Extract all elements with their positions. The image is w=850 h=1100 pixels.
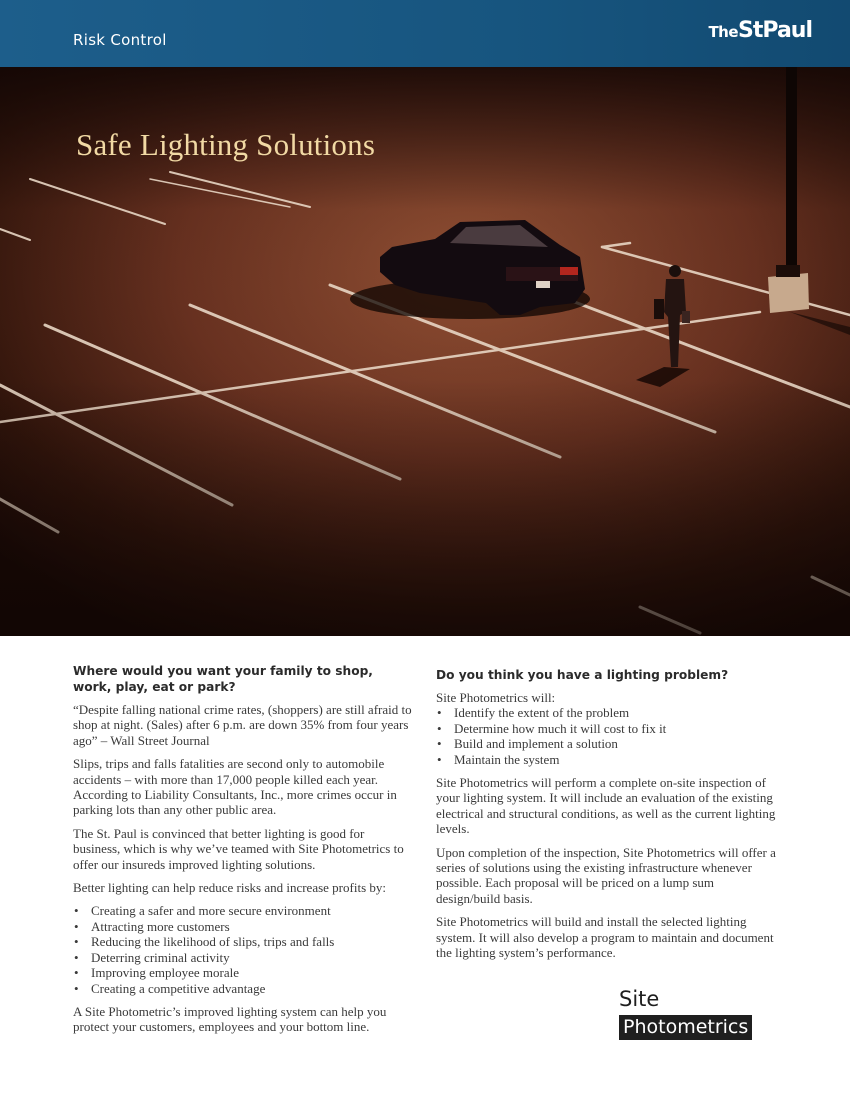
list-item: • Maintain the system bbox=[436, 752, 776, 767]
benefits-list bbox=[73, 903, 413, 995]
quote-paragraph: “Despite falling national crime rates, (shoppers) are still afraid to shop at night. (Sales) after 6 p.m. are down 35% from four years ago” – Wall Street Journal bbox=[73, 702, 412, 748]
list-item: • Determine how much it will cost to fix it bbox=[436, 721, 776, 736]
page-title: Safe Lighting Solutions bbox=[76, 127, 376, 162]
list-item: • Creating a safer and more secure environment bbox=[73, 903, 413, 918]
header-bar bbox=[0, 0, 850, 67]
st-paul-logo bbox=[708, 18, 812, 43]
inspection-paragraph: Site Photometrics will perform a complete on-site inspection of your lighting system. It will include an evaluation of the existing electrical and structural conditions, as well as the current lighting levels. bbox=[436, 775, 776, 837]
list-item: • Attracting more customers bbox=[73, 919, 413, 934]
benefits-intro: Better lighting can help reduce risks and increase profits by: bbox=[73, 880, 386, 896]
list-item: • Creating a competitive advantage bbox=[73, 981, 413, 996]
list-item: • Build and implement a solution bbox=[436, 736, 776, 751]
install-paragraph: Site Photometrics will build and install the selected lighting system. It will also develop a program to maintain and document the lighting system’s performance. bbox=[436, 914, 774, 961]
logo-line-photometrics: Photometrics bbox=[619, 1015, 752, 1040]
list-item: • Improving employee morale bbox=[73, 965, 413, 980]
brand-the: The bbox=[708, 23, 739, 41]
hero-image bbox=[0, 67, 850, 636]
closing-paragraph: A Site Photometric’s improved lighting system can help you protect your customers, employees and your bottom line. bbox=[73, 1003, 387, 1035]
list-item: • Deterring criminal activity bbox=[73, 950, 413, 965]
stats-paragraph: Slips, trips and falls fatalities are second only to automobile accidents – with more than 17,000 people killed each year. According to Liability Consultants, Inc., more crimes occur in parking lots than any other public area. bbox=[73, 756, 397, 818]
list-item: • Identify the extent of the problem bbox=[436, 705, 776, 720]
brand-name: StPaul bbox=[738, 18, 812, 43]
section-label: Risk Control bbox=[73, 31, 167, 49]
logo-line-site: Site bbox=[619, 987, 660, 1011]
convinced-paragraph: The St. Paul is convinced that better lighting is good for business, which is why we’ve teamed with Site Photometrics to offer our insureds improved lighting solutions. bbox=[73, 825, 404, 872]
steps-intro: Site Photometrics will: bbox=[436, 690, 556, 705]
right-column bbox=[436, 667, 776, 969]
solutions-paragraph: Upon completion of the inspection, Site Photometrics will offer a series of solutions using the existing infrastructure whenever possible. Each proposal will be priced on a lump sum design/build basis. bbox=[436, 844, 776, 906]
site-photometrics-logo bbox=[619, 987, 752, 1040]
steps-list bbox=[436, 705, 776, 767]
list-item: • Reducing the likelihood of slips, trips and falls bbox=[73, 934, 413, 949]
left-column bbox=[73, 663, 413, 1043]
left-heading: Where would you want your family to shop, work, play, eat or park? bbox=[73, 664, 373, 694]
right-heading: Do you think you have a lighting problem? bbox=[436, 668, 729, 682]
